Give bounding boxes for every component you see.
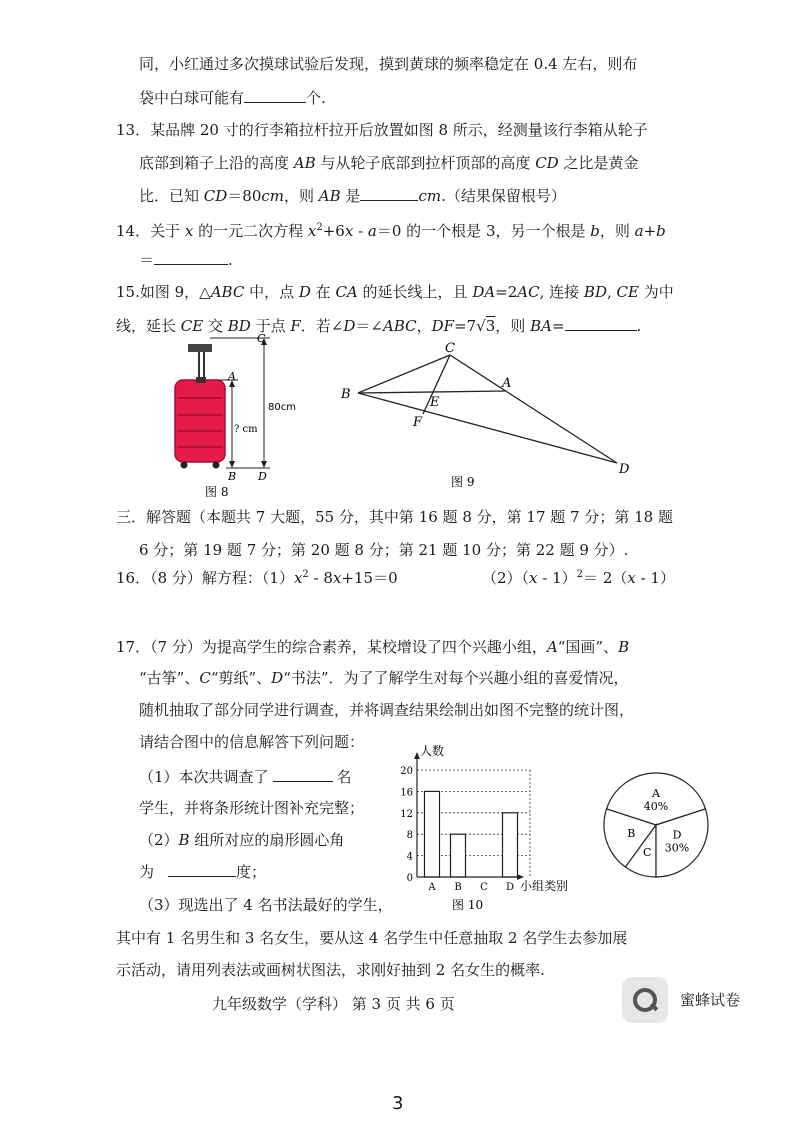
label-d: D — [619, 462, 630, 477]
fig9-caption: 图 9 — [451, 475, 475, 488]
q17-sub1-cont: 学生，并将条形统计图补充完整； — [139, 799, 365, 817]
q17-sub1: （1）本次共调查了 名 — [139, 768, 352, 786]
q17-line3: 随机抽取了部分同学进行调查，并将调查结果绘制出如图不完整的统计图， — [139, 701, 635, 719]
y-tick-labels — [400, 766, 413, 884]
q17-sub3: （3）现选出了 4 名书法最好的学生， — [139, 896, 393, 914]
q14-line2: ＝ . — [139, 251, 233, 269]
y-axis-label: 人数 — [420, 744, 445, 758]
answer-blank[interactable] — [168, 861, 236, 877]
y-tick-label: 16 — [400, 787, 413, 799]
q13-line3: 比．已知 CD＝80cm，则 AB 是 cm.（结果保留根号） — [139, 187, 566, 205]
segment-ba — [358, 391, 505, 393]
y-tick-label: 0 — [406, 873, 413, 884]
x-tick-label: B — [454, 882, 462, 893]
y-tick-label: 4 — [406, 851, 413, 863]
y-tick-label: 20 — [400, 766, 413, 777]
label-c: C — [445, 341, 455, 356]
x-tick-label: C — [480, 882, 488, 893]
label-f: F — [413, 415, 423, 430]
pie-label-B: B — [627, 827, 636, 841]
section3-line2: 6 分；第 19 题 7 分；第 20 题 8 分；第 21 题 10 分；第 22 题 9 分）. — [139, 541, 629, 559]
segment-cd — [450, 355, 617, 463]
x-tick-labels — [427, 882, 514, 893]
q17-line4: 请结合图中的信息解答下列问题： — [139, 733, 365, 751]
bar-A — [425, 791, 440, 877]
answer-blank[interactable] — [360, 185, 418, 201]
label-80cm: 80cm — [268, 402, 296, 413]
pie-percent-D: 30% — [664, 841, 690, 855]
q16-part2: （2）（x - 1）$^2$＝ 2（x - 1） — [482, 569, 675, 587]
q13-line2: 底部到箱子上沿的高度 AB 与从轮子底部到拉杆顶部的高度 CD 之比是黄金 — [139, 154, 639, 172]
pie-label-C: C — [642, 846, 652, 860]
pie-percent-A: 40% — [643, 800, 669, 813]
label-unknown-height: ? cm — [234, 424, 258, 435]
q15-line1: 15.如图 9，△ABC 中，点 D 在 CA 的延长线上，且 DA=2AC, 连接 BD, CE 为中 — [116, 283, 674, 301]
label-c: C — [257, 332, 266, 345]
footer-text: 九年级数学（学科） 第 3 页 共 6 页 — [212, 995, 455, 1013]
q13-line1: 13．某品牌 20 寸的行李箱拉杆拉开后放置如图 8 所示，经测量该行李箱从轮子 — [116, 121, 648, 139]
q17-line6: 示活动，请用列表法或画树状图法，求刚好抽到 2 名女生的概率. — [116, 961, 545, 979]
label-a: A — [228, 370, 236, 383]
pie-label-D: D — [672, 828, 682, 842]
x-tick-label: D — [505, 882, 515, 893]
answer-blank[interactable] — [565, 315, 637, 331]
label-e: E — [430, 395, 440, 410]
q17-line2: “古筝”、C“剪纸”、D“书法”．为了了解学生对每个兴趣小组的喜爱情况， — [139, 669, 629, 687]
q17-sub2-cont: 为 度； — [139, 863, 267, 881]
section3-line1: 三．解答题（本题共 7 大题，55 分，其中第 16 题 8 分，第 17 题 7 分；第 18 题 — [116, 508, 673, 526]
answer-blank[interactable] — [154, 249, 228, 265]
fig8-caption: 图 8 — [205, 485, 229, 499]
q14-line1: 14．关于 x 的一元二次方程 $x^2+6x - a=0$ 的一个根是 3，另一个根是 b，则 a+b — [116, 222, 666, 240]
y-tick-label: 12 — [400, 808, 413, 820]
q16-part1: 16．（8 分）解方程：$(1)x^2 - 8x+15=0$ — [116, 569, 398, 587]
label-a: A — [502, 376, 512, 391]
label-d: D — [258, 470, 267, 483]
answer-blank[interactable] — [244, 87, 306, 103]
brand-logo-icon — [622, 977, 668, 1023]
fig10-caption: 图 10 — [452, 898, 484, 912]
suitcase-icon — [175, 377, 225, 469]
pie-label-A: A — [652, 787, 660, 800]
q17-sub2: （2）B 组所对应的扇形圆心角 — [139, 831, 345, 849]
q15-line2: 线，延长 CE 交 BD 于点 F．若∠D＝∠ABC，DF=7√3，则 BA= . — [116, 317, 642, 335]
label-b: B — [341, 387, 351, 402]
q17-line1: 17．（7 分）为提高学生的综合素养，某校增设了四个兴趣小组，A“国画”、B — [116, 638, 630, 656]
page-number: 3 — [392, 1093, 404, 1114]
q12-line1: 同，小红通过多次摸球试验后发现，摸到黄球的频率稳定在 0.4 左右，则布 — [139, 55, 638, 73]
bar-B — [451, 834, 466, 877]
q17-line5: 其中有 1 名男生和 3 名女生，要从这 4 名学生中任意抽取 2 名学生去参加展 — [116, 929, 628, 947]
label-b: B — [228, 470, 237, 483]
y-tick-label: 8 — [406, 830, 413, 842]
bar-D — [503, 813, 518, 877]
bar-chart — [370, 742, 595, 917]
figure-9 — [335, 338, 645, 488]
suitcase-handle — [188, 344, 212, 352]
q12-line2: 袋中白球可能有 个. — [139, 89, 326, 107]
x-tick-label: A — [428, 882, 436, 893]
segment-bc — [358, 355, 450, 393]
figure-8 — [170, 330, 310, 500]
answer-blank[interactable] — [273, 766, 333, 782]
x-axis-label: 小组类别 — [520, 879, 569, 893]
pie-chart — [598, 767, 714, 883]
segment-bd — [358, 393, 617, 463]
brand-name: 蜜蜂试卷 — [680, 991, 741, 1009]
